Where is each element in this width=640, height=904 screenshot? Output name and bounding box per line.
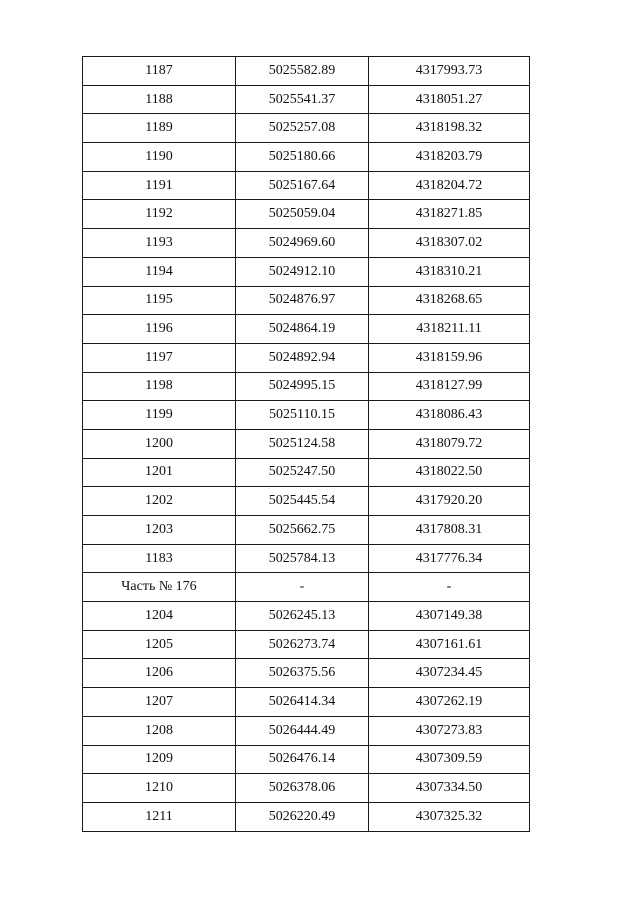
y-coordinate-cell: - [369, 573, 530, 602]
x-coordinate-cell: 5025445.54 [236, 487, 369, 516]
point-number-cell: 1183 [83, 544, 236, 573]
y-coordinate-cell: 4318203.79 [369, 143, 530, 172]
point-number-cell: Часть № 176 [83, 573, 236, 602]
table-row [83, 343, 530, 372]
x-coordinate-cell: 5026245.13 [236, 602, 369, 631]
table-row [83, 659, 530, 688]
point-number-cell: 1204 [83, 602, 236, 631]
y-coordinate-cell: 4318051.27 [369, 85, 530, 114]
y-coordinate-cell: 4317808.31 [369, 516, 530, 545]
y-coordinate-cell: 4307149.38 [369, 602, 530, 631]
point-number-cell: 1210 [83, 774, 236, 803]
table-row [83, 458, 530, 487]
x-coordinate-cell: 5025662.75 [236, 516, 369, 545]
x-coordinate-cell: 5024892.94 [236, 343, 369, 372]
y-coordinate-cell: 4307161.61 [369, 630, 530, 659]
y-coordinate-cell: 4318204.72 [369, 171, 530, 200]
x-coordinate-cell: 5024995.15 [236, 372, 369, 401]
table-row [83, 544, 530, 573]
x-coordinate-cell: 5025784.13 [236, 544, 369, 573]
x-coordinate-cell: 5026273.74 [236, 630, 369, 659]
x-coordinate-cell: 5025541.37 [236, 85, 369, 114]
x-coordinate-cell: 5025257.08 [236, 114, 369, 143]
x-coordinate-cell: 5025180.66 [236, 143, 369, 172]
y-coordinate-cell: 4317776.34 [369, 544, 530, 573]
x-coordinate-cell: 5024912.10 [236, 257, 369, 286]
point-number-cell: 1196 [83, 315, 236, 344]
point-number-cell: 1189 [83, 114, 236, 143]
point-number-cell: 1198 [83, 372, 236, 401]
y-coordinate-cell: 4307309.59 [369, 745, 530, 774]
y-coordinate-cell: 4307325.32 [369, 802, 530, 831]
y-coordinate-cell: 4307273.83 [369, 716, 530, 745]
x-coordinate-cell: 5025124.58 [236, 429, 369, 458]
table-row [83, 114, 530, 143]
point-number-cell: 1188 [83, 85, 236, 114]
y-coordinate-cell: 4318268.65 [369, 286, 530, 315]
table-row [83, 745, 530, 774]
point-number-cell: 1207 [83, 688, 236, 717]
table-row [83, 602, 530, 631]
table-row [83, 802, 530, 831]
point-number-cell: 1194 [83, 257, 236, 286]
table-row [83, 143, 530, 172]
point-number-cell: 1193 [83, 229, 236, 258]
point-number-cell: 1195 [83, 286, 236, 315]
x-coordinate-cell: 5025059.04 [236, 200, 369, 229]
point-number-cell: 1203 [83, 516, 236, 545]
y-coordinate-cell: 4318079.72 [369, 429, 530, 458]
table-row [83, 716, 530, 745]
point-number-cell: 1199 [83, 401, 236, 430]
point-number-cell: 1200 [83, 429, 236, 458]
x-coordinate-cell: 5025110.15 [236, 401, 369, 430]
x-coordinate-cell: 5026414.34 [236, 688, 369, 717]
table-row [83, 372, 530, 401]
y-coordinate-cell: 4318307.02 [369, 229, 530, 258]
point-number-cell: 1192 [83, 200, 236, 229]
y-coordinate-cell: 4318271.85 [369, 200, 530, 229]
y-coordinate-cell: 4307234.45 [369, 659, 530, 688]
y-coordinate-cell: 4318022.50 [369, 458, 530, 487]
x-coordinate-cell: 5026375.56 [236, 659, 369, 688]
point-number-cell: 1197 [83, 343, 236, 372]
table-row [83, 516, 530, 545]
x-coordinate-cell: 5025247.50 [236, 458, 369, 487]
y-coordinate-cell: 4317993.73 [369, 57, 530, 86]
table-row [83, 774, 530, 803]
table-row [83, 630, 530, 659]
x-coordinate-cell: 5025582.89 [236, 57, 369, 86]
point-number-cell: 1208 [83, 716, 236, 745]
y-coordinate-cell: 4307262.19 [369, 688, 530, 717]
table-row [83, 401, 530, 430]
y-coordinate-cell: 4318198.32 [369, 114, 530, 143]
point-number-cell: 1191 [83, 171, 236, 200]
table-row [83, 200, 530, 229]
y-coordinate-cell: 4318310.21 [369, 257, 530, 286]
point-number-cell: 1190 [83, 143, 236, 172]
x-coordinate-cell: 5026476.14 [236, 745, 369, 774]
table-row [83, 229, 530, 258]
y-coordinate-cell: 4318127.99 [369, 372, 530, 401]
y-coordinate-cell: 4318211.11 [369, 315, 530, 344]
y-coordinate-cell: 4317920.20 [369, 487, 530, 516]
point-number-cell: 1187 [83, 57, 236, 86]
point-number-cell: 1205 [83, 630, 236, 659]
table-row [83, 688, 530, 717]
point-number-cell: 1209 [83, 745, 236, 774]
y-coordinate-cell: 4318159.96 [369, 343, 530, 372]
y-coordinate-cell: 4318086.43 [369, 401, 530, 430]
table-row [83, 171, 530, 200]
point-number-cell: 1211 [83, 802, 236, 831]
table-row [83, 57, 530, 86]
x-coordinate-cell: - [236, 573, 369, 602]
x-coordinate-cell: 5026378.06 [236, 774, 369, 803]
coordinates-table-body [83, 57, 530, 832]
x-coordinate-cell: 5026220.49 [236, 802, 369, 831]
x-coordinate-cell: 5026444.49 [236, 716, 369, 745]
point-number-cell: 1202 [83, 487, 236, 516]
coordinates-table [82, 56, 530, 832]
y-coordinate-cell: 4307334.50 [369, 774, 530, 803]
x-coordinate-cell: 5024969.60 [236, 229, 369, 258]
table-row [83, 315, 530, 344]
point-number-cell: 1206 [83, 659, 236, 688]
x-coordinate-cell: 5024876.97 [236, 286, 369, 315]
table-row [83, 429, 530, 458]
x-coordinate-cell: 5024864.19 [236, 315, 369, 344]
point-number-cell: 1201 [83, 458, 236, 487]
table-row [83, 286, 530, 315]
x-coordinate-cell: 5025167.64 [236, 171, 369, 200]
table-row [83, 487, 530, 516]
table-row [83, 85, 530, 114]
table-row [83, 257, 530, 286]
table-row [83, 573, 530, 602]
